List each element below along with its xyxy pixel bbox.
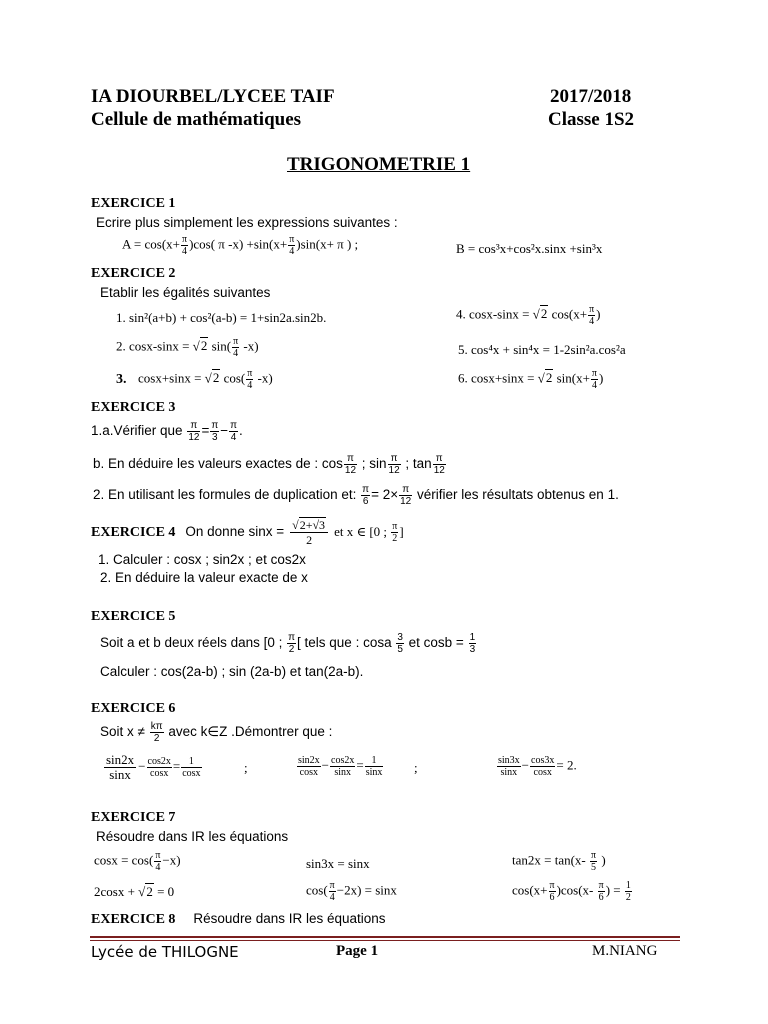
exercise-2-item-5: 5. cos⁴x + sin⁴x = 1-2sin²a.cos²a — [458, 342, 626, 357]
footer-page-number: Page 1 — [336, 943, 379, 959]
school-name: IA DIOURBEL/LYCEE TAIF — [91, 86, 335, 107]
exercise-4-question-2: 2. En déduire la valeur exacte de x — [100, 570, 308, 585]
exercise-7-equation-5: cos( $\frac{\pi}{4}$ −2x) = sinx — [306, 880, 397, 903]
exercise-2-label: EXERCICE 2 — [91, 266, 176, 281]
exercise-6-identity-3: $\frac{\sin 3x}{\sin x}$ − $\frac{\cos 3x}{\cos x}$ = 2. — [498, 755, 577, 778]
cell-name: Cellule de mathématiques — [91, 109, 302, 130]
document-title: TRIGONOMETRIE 1 — [287, 154, 471, 175]
exercise-8-label: EXERCICE 8 — [91, 912, 176, 927]
exercise-8-instruction: Résoudre dans IR les équations — [193, 911, 386, 926]
footer-school: Lycée de THILOGNE — [91, 943, 239, 961]
exercise-5-label: EXERCICE 5 — [91, 609, 176, 624]
exercise-2-instruction: Etablir les égalités suivantes — [100, 285, 271, 300]
exercise-3-line-3: 2. En utilisant les formules de duplication et: $\frac{\pi}{6}$ = 2× $\frac{\pi}{12}$ vérifier les résultats obtenus en 1. — [93, 484, 619, 507]
exercise-1-expression-a: A = cos(x+ $\frac{\pi}{4}$ )cos( π -x) +sin(x+ $\frac{\pi}{4}$ )sin(x+ π ) ; — [122, 234, 359, 257]
exercise-2-item-4: 4. cosx-sinx = √2 cos(x+ $\frac{\pi}{4}$ ) — [456, 304, 601, 327]
exercise-6-identity-1: $\frac{\sin 2x}{\sin x}$ − $\frac{\cos 2x}{\cos x}$ = $\frac{1}{\cos x}$ — [106, 752, 201, 782]
exercise-2-item-3-number: 3. — [116, 372, 127, 387]
exercise-4-question-1: 1. Calculer : cosx ; sin2x ; et cos2x — [98, 552, 306, 567]
footer-rule-thin — [90, 940, 680, 941]
exercise-2-item-6: 6. cosx+sinx = √2 sin(x+ $\frac{\pi}{4}$ ) — [458, 368, 604, 391]
exercise-7-label: EXERCICE 7 — [91, 810, 176, 825]
exercise-1-instruction: Ecrire plus simplement les expressions suivantes : — [96, 215, 398, 230]
exercise-6-separator-2: ; — [414, 760, 418, 775]
exercise-6-separator-1: ; — [244, 760, 248, 775]
exercise-2-item-1: 1. sin²(a+b) + cos²(a-b) = 1+sin2a.sin2b. — [116, 310, 327, 325]
class-name: Classe 1S2 — [548, 109, 635, 130]
exercise-4-line: EXERCICE 4 On donne sinx = $\frac{√2+√3}{2}$ et x ∈ [0 ; $\frac{\pi}{2}$ ] — [91, 518, 404, 547]
exercise-2-item-3: cosx+sinx = √2 cos( $\frac{\pi}{4}$ -x) — [138, 368, 273, 391]
exercise-1-expression-b: B = cos³x+cos²x.sinx +sin³x — [456, 241, 603, 256]
exercise-7-equation-6: cos(x+ $\frac{\pi}{6}$ )cos(x- $\frac{\pi}{6}$ ) = $\frac{1}{2}$ — [512, 880, 631, 903]
exercise-1-label: EXERCICE 1 — [91, 196, 176, 211]
footer-author: M.NIANG — [592, 943, 658, 959]
exercise-6-label: EXERCICE 6 — [91, 701, 176, 716]
exercise-8-line — [91, 910, 386, 928]
exercise-7-equation-2: sin3x = sinx — [306, 856, 370, 871]
exercise-7-equation-3: tan2x = tan(x- $\frac{\pi}{5}$ ) — [512, 850, 606, 873]
exercise-3-line-1: 1.a.Vérifier que $\frac{\pi}{12}$ = $\frac{\pi}{3}$ − $\frac{\pi}{4}$ . — [91, 420, 243, 443]
exercise-7-equation-1: cosx = cos( $\frac{\pi}{4}$ −x) — [94, 850, 181, 873]
exercise-6-line-1: Soit x ≠ $\frac{k\pi}{2}$ avec k∈Z .Démontrer que : — [100, 721, 333, 744]
exercise-5-line-1: Soit a et b deux réels dans [0 ; $\frac{\pi}{2}$ [ tels que : cosa $\frac{3}{5}$ et cosb = $\frac{1}{3}$ — [100, 632, 476, 655]
exercise-5-line-2: Calculer : cos(2a-b) ; sin (2a-b) et tan(2a-b). — [100, 664, 364, 679]
exercise-7-equation-4: 2cosx + √2 = 0 — [94, 884, 175, 899]
exercise-2-item-2: 2. cosx-sinx = √2 sin( $\frac{\pi}{4}$ -x) — [116, 336, 259, 359]
footer-rule — [90, 936, 680, 938]
exercise-7-instruction: Résoudre dans IR les équations — [96, 829, 289, 844]
exercise-6-identity-2: $\frac{\sin 2x}{\cos x}$ − $\frac{\cos 2x}{\sin x}$ = $\frac{1}{\sin x}$ — [298, 755, 383, 778]
school-year: 2017/2018 — [550, 86, 632, 107]
exercise-3-line-2: b. En déduire les valeurs exactes de : cos $\frac{\pi}{12}$ ; sin $\frac{\pi}{12}$ ; tan $\frac{\pi}{12}$ — [93, 453, 445, 476]
exercise-3-label: EXERCICE 3 — [91, 400, 176, 415]
